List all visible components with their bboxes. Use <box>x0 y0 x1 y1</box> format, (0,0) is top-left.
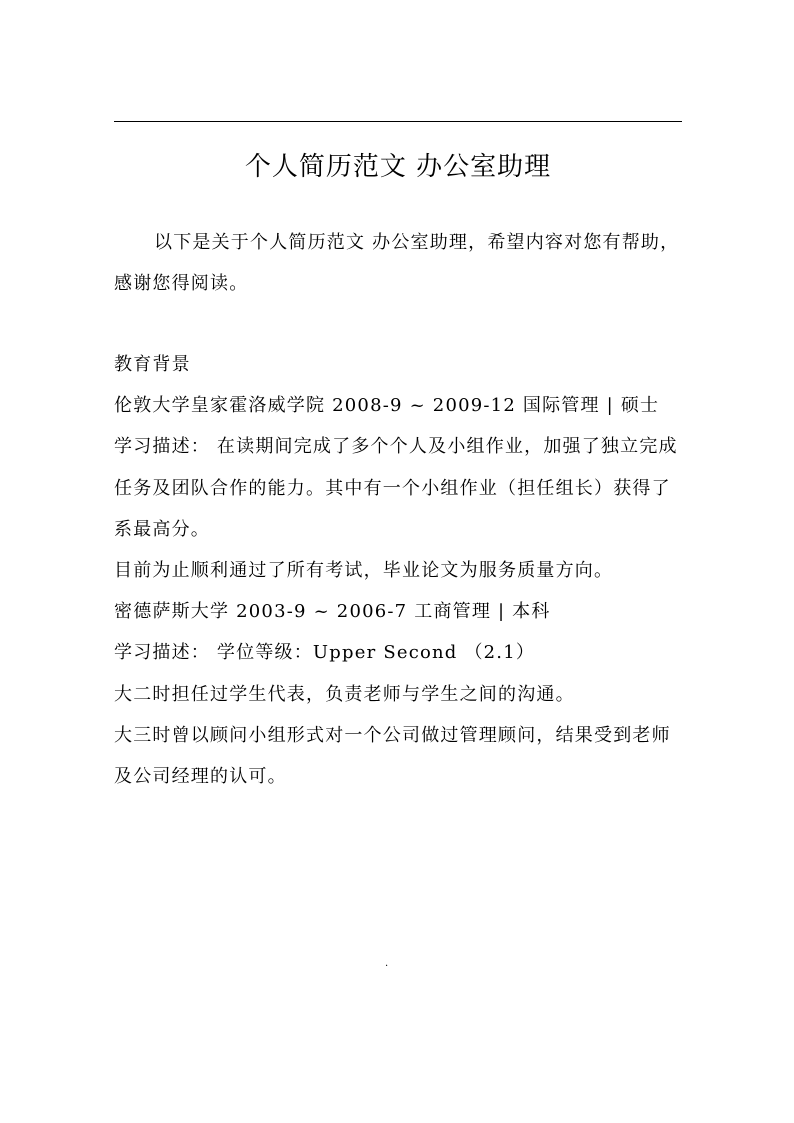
education-section <box>114 344 682 797</box>
document-title: 个人简历范文 办公室助理 <box>244 152 552 182</box>
education-entry-1-extra: 目前为止顺利通过了所有考试，毕业论文为服务质量方向。 <box>114 560 614 582</box>
education-entry-2-extra-1: 大二时担任过学生代表，负责老师与学生之间的沟通。 <box>114 683 575 705</box>
section-heading: 教育背景 <box>114 354 191 375</box>
header-rule <box>114 121 682 122</box>
education-entry-1: 伦敦大学皇家霍洛威学院 2008-9 ~ 2009-12 国际管理 | 硕士 <box>114 395 660 417</box>
education-entry-2: 密德萨斯大学 2003-9 ~ 2006-7 工商管理 | 本科 <box>114 601 551 623</box>
education-entry-2-description: 学习描述： 学位等级：Upper Second （2.1） <box>114 642 536 664</box>
education-entry-1-description: 学习描述： 在读期间完成了多个个人及小组作业，加强了独立完成任务及团队合作的能力。其中有一个小组作业（担任组长）获得了系最高分。 <box>114 436 678 540</box>
education-entry-2-extra-2: 大三时曾以顾问小组形式对一个公司做过管理顾问，结果受到老师及公司经理的认可。 <box>114 724 671 788</box>
footer-mark: . <box>385 958 389 969</box>
intro-paragraph: 以下是关于个人简历范文 办公室助理，希望内容对您有帮助，感谢您得阅读。 <box>114 232 680 295</box>
